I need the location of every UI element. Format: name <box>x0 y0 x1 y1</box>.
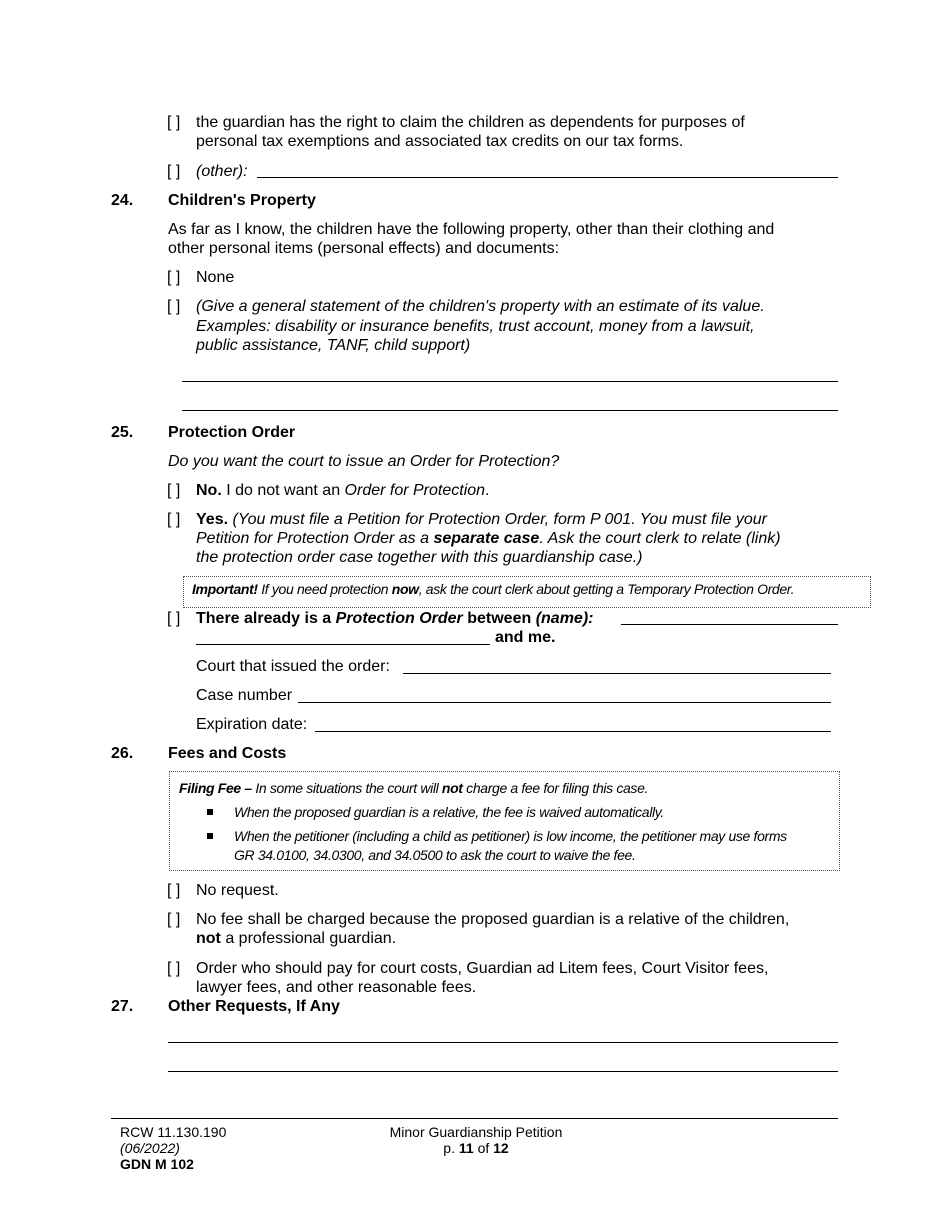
fee-bullet-1: When the proposed guardian is a relative, the fee is waived automatically. <box>234 804 664 820</box>
existing-order-name-line1[interactable] <box>621 624 838 625</box>
none-label: None <box>196 269 235 286</box>
checkbox-none[interactable]: [ ] <box>167 269 181 286</box>
property-intro-line2: other personal items (personal effects) and documents: <box>168 240 560 257</box>
protection-question: Do you want the court to issue an Order for Protection? <box>168 453 560 470</box>
other-input-line[interactable] <box>257 177 838 178</box>
case-number-input[interactable] <box>298 702 831 703</box>
no-fee-line1: No fee shall be charged because the proposed guardian is a relative of the children, <box>196 911 790 928</box>
filing-fee-box <box>169 771 840 871</box>
bullet-icon <box>207 809 213 815</box>
protection-yes-line3: the protection order case together with this guardianship case.) <box>196 549 643 566</box>
section-24-number: 24. <box>111 192 134 209</box>
checkbox-existing-order[interactable]: [ ] <box>167 610 181 627</box>
footer-divider <box>111 1118 838 1119</box>
footer-date: (06/2022) <box>120 1140 180 1156</box>
existing-order-name-line2[interactable] <box>196 644 490 645</box>
footer-form-title: Minor Guardianship Petition <box>389 1124 563 1140</box>
dependents-text-line1: the guardian has the right to claim the children as dependents for purposes of <box>196 114 745 131</box>
property-intro-line1: As far as I know, the children have the following property, other than their clothing and <box>168 221 775 238</box>
no-fee-line2: not a professional guardian. <box>196 930 397 947</box>
important-notice-text: Important! If you need protection now, ask the court clerk about getting a Temporary Protection Order. <box>192 581 795 597</box>
checkbox-order-pay[interactable]: [ ] <box>167 960 181 977</box>
other-label: (other): <box>196 163 248 180</box>
order-pay-line1: Order who should pay for court costs, Guardian ad Litem fees, Court Visitor fees, <box>196 960 769 977</box>
bullet-icon <box>207 833 213 839</box>
no-request-label: No request. <box>196 882 279 899</box>
case-number-label: Case number <box>196 687 293 704</box>
checkbox-property-statement[interactable]: [ ] <box>167 298 181 315</box>
protection-yes-line1: Yes. (You must file a Petition for Protection Order, form P 001. You must file your <box>196 511 767 528</box>
other-requests-line1[interactable] <box>168 1042 838 1043</box>
existing-order-text: There already is a Protection Order between (name): <box>196 610 594 627</box>
dependents-text-line2: personal tax exemptions and associated tax credits on our tax forms. <box>196 133 684 150</box>
checkbox-no-fee[interactable]: [ ] <box>167 911 181 928</box>
property-input-line2[interactable] <box>182 410 838 411</box>
checkbox-protection-yes[interactable]: [ ] <box>167 511 181 528</box>
checkbox-other[interactable]: [ ] <box>167 163 181 180</box>
filing-fee-text: Filing Fee – In some situations the court will not charge a fee for filing this case. <box>179 780 649 796</box>
section-26-title: Fees and Costs <box>168 745 287 762</box>
fee-bullet-2-line1: When the petitioner (including a child as petitioner) is low income, the petitioner may use forms <box>234 828 787 844</box>
property-statement-line1: (Give a general statement of the children's property with an estimate of its value. <box>196 298 765 315</box>
checkbox-dependents[interactable]: [ ] <box>167 114 181 131</box>
section-27-number: 27. <box>111 998 134 1015</box>
section-26-number: 26. <box>111 745 134 762</box>
expiration-date-input[interactable] <box>315 731 831 732</box>
footer-rcw: RCW 11.130.190 <box>120 1124 227 1140</box>
checkbox-protection-no[interactable]: [ ] <box>167 482 181 499</box>
important-notice-box <box>183 576 871 608</box>
section-25-number: 25. <box>111 424 134 441</box>
other-requests-line2[interactable] <box>168 1071 838 1072</box>
property-statement-line2: Examples: disability or insurance benefits, trust account, money from a lawsuit, <box>196 318 755 335</box>
section-27-title: Other Requests, If Any <box>168 998 340 1015</box>
order-pay-line2: lawyer fees, and other reasonable fees. <box>196 979 477 996</box>
expiration-date-label: Expiration date: <box>196 716 308 733</box>
property-input-line1[interactable] <box>182 381 838 382</box>
footer-form-number: GDN M 102 <box>120 1156 194 1172</box>
section-25-title: Protection Order <box>168 424 296 441</box>
court-issued-label: Court that issued the order: <box>196 658 390 675</box>
section-24-title: Children's Property <box>168 192 316 209</box>
protection-no-text: No. I do not want an Order for Protection. <box>196 482 490 499</box>
protection-yes-line2: Petition for Protection Order as a separate case. Ask the court clerk to relate (link) <box>196 530 781 547</box>
court-issued-input[interactable] <box>403 673 831 674</box>
property-statement-line3: public assistance, TANF, child support) <box>196 337 471 354</box>
fee-bullet-2-line2: GR 34.0100, 34.0300, and 34.0500 to ask the court to waive the fee. <box>234 847 636 863</box>
footer-page-number: p. 11 of 12 <box>443 1140 509 1156</box>
and-me-label: and me. <box>495 629 556 646</box>
checkbox-no-request[interactable]: [ ] <box>167 882 181 899</box>
